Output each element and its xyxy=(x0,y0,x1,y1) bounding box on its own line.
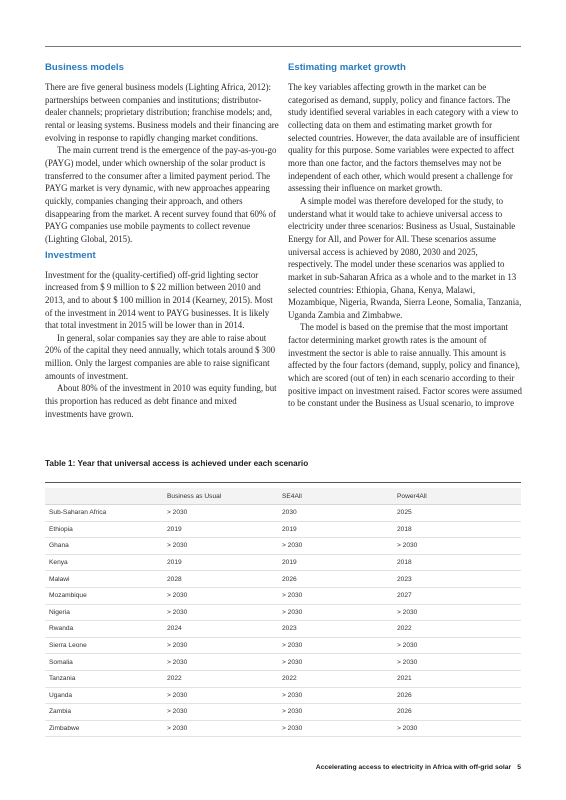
table-cell: Ghana xyxy=(45,538,163,555)
table-cell: > 2030 xyxy=(163,587,278,604)
investment-heading: Investment xyxy=(45,249,96,261)
table-cell: 2022 xyxy=(278,670,393,687)
table-row xyxy=(45,687,521,704)
header-cell xyxy=(45,488,163,505)
table-top-rule xyxy=(45,482,521,483)
table-cell: > 2030 xyxy=(278,704,393,721)
footer-title: Accelerating access to electricity in Africa with off-grid solar xyxy=(315,764,512,771)
table-row xyxy=(45,587,521,604)
table-cell: Somalia xyxy=(45,654,163,671)
table-cell: 2026 xyxy=(393,687,521,704)
table-cell: Malawi xyxy=(45,571,163,588)
table-cell: 2026 xyxy=(393,704,521,721)
table-cell: Zambia xyxy=(45,704,163,721)
table-row xyxy=(45,521,521,538)
table-cell: 2030 xyxy=(278,505,393,522)
header-cell: Power4All xyxy=(393,488,521,505)
table-cell: 2027 xyxy=(393,587,521,604)
table-cell: > 2030 xyxy=(278,604,393,621)
table-cell: Zimbabwe xyxy=(45,720,163,737)
header-cell: Business as Usual xyxy=(163,488,278,505)
header-cell: SE4All xyxy=(278,488,393,505)
page-number: 5 xyxy=(517,764,521,771)
table-cell: 2018 xyxy=(393,521,521,538)
table-row xyxy=(45,720,521,737)
business-models-heading: Business models xyxy=(45,62,124,73)
table-row xyxy=(45,505,521,522)
table-cell: > 2030 xyxy=(163,505,278,522)
table-cell: Rwanda xyxy=(45,621,163,638)
table-row xyxy=(45,670,521,687)
business-paragraph-1: There are five general business models (Lighting Africa, 2012): partnerships between companies and institutions; distributor-dealer channels; proprietary distribution; franchise models; and, rental or leasing systems. Business models and their financing are evolving in response to rapidly changing market conditions. xyxy=(45,82,279,143)
table-cell: > 2030 xyxy=(393,637,521,654)
table-cell: > 2030 xyxy=(163,637,278,654)
table-cell: > 2030 xyxy=(393,538,521,555)
table-cell: 2019 xyxy=(278,554,393,571)
table-row xyxy=(45,637,521,654)
table-cell: > 2030 xyxy=(163,538,278,555)
table-cell: > 2030 xyxy=(393,720,521,737)
table-cell: > 2030 xyxy=(393,604,521,621)
table-cell: 2019 xyxy=(278,521,393,538)
table-cell: > 2030 xyxy=(163,604,278,621)
right-column xyxy=(288,62,522,410)
table-cell: Mozambique xyxy=(45,587,163,604)
investment-paragraph-1: Investment for the (quality-certified) off-grid lighting sector increased from $ 9 million to $ 22 million between 2010 and 2013, and to about $ 100 million in 2014 (Kearney, 2015). Most of the investment in 2014 went to PAYG businesses. It is likely that total investment in 2015 will be lower than in 2014. xyxy=(45,269,273,331)
market-paragraph-3: The model is based on the premise that the most important factor determining market growth rates is the amount of investment the sector is able to raise annually. This amount is affected by the four factors (demand, supply, policy and finance), which are scored (out of ten) in each scenario according to their positive impact on investment raised. Factor scores were assumed to be constant under the Business as Usual scenario, to improve xyxy=(288,322,522,409)
table-cell: Sub-Saharan Africa xyxy=(45,505,163,522)
table-row xyxy=(45,704,521,721)
top-divider xyxy=(45,46,521,47)
table-cell: 2025 xyxy=(393,505,521,522)
table-cell: 2028 xyxy=(163,571,278,588)
investment-paragraph-3: About 80% of the investment in 2010 was equity funding, but this proportion has reduced as debt finance and mixed investments have grown. xyxy=(45,383,277,419)
table-row xyxy=(45,621,521,638)
table-cell: Nigeria xyxy=(45,604,163,621)
market-growth-heading: Estimating market growth xyxy=(288,62,406,73)
universal-access-table xyxy=(45,488,521,737)
table-cell: > 2030 xyxy=(163,654,278,671)
market-paragraph-2: A simple model was therefore developed for the study, to understand what it would take to achieve universal access to electricity under three scenarios: Business as Usual, Sustainable Energy for All, and Power for All. These scenarios assume universal access is achieved by 2080, 2030 and 2025, respectively. The model under these scenarios was applied to market in sub-Saharan Africa as a whole and to the market in 13 selected countries: Ethiopia, Ghana, Kenya, Malawi, Mozambique, Nigeria, Rwanda, Sierra Leone, Somalia, Tanzania, Uganda Zambia and Zimbabwe. xyxy=(288,195,522,320)
table-cell: 2019 xyxy=(163,521,278,538)
table-cell: 2021 xyxy=(393,670,521,687)
table-cell: Sierra Leone xyxy=(45,637,163,654)
table-cell: > 2030 xyxy=(393,654,521,671)
table-cell: 2022 xyxy=(393,621,521,638)
table-title: Table 1: Year that universal access is achieved under each scenario xyxy=(45,459,309,468)
table-cell: 2026 xyxy=(278,571,393,588)
table-cell: 2023 xyxy=(278,621,393,638)
table-header-row xyxy=(45,488,521,505)
investment-paragraph-2: In general, solar companies say they are able to raise about 20% of the capital they need annually, which totals around $ 300 million. Only the largest companies are able to raise significant amounts of investment. xyxy=(45,332,276,381)
table-cell: Ethiopia xyxy=(45,521,163,538)
table-row xyxy=(45,538,521,555)
table-body xyxy=(45,505,521,737)
table-cell: > 2030 xyxy=(278,654,393,671)
market-paragraph-1: The key variables affecting growth in the market can be categorised as demand, supply, policy and finance factors. The study identified several variables in each category with a view to collecting data on them and estimating market growth for selected countries. However, the data available are of insufficient quality for this purpose. Some variables were expected to affect more than one factor, and the factors themselves may not be independent of each other, which would present a challenge for assessing their influence on market growth. xyxy=(288,82,520,194)
table-cell: > 2030 xyxy=(163,687,278,704)
business-paragraph-2: The main current trend is the emergence of the pay-as-you-go (PAYG) model, under which ownership of the solar product is transferred to the consumer after a limited payment period. The PAYG market is very dynamic, with new approaches appearing quickly, companies changing their approach, and others disappearing from the market. A recent survey found that 60% of PAYG companies use mobile payments to collect revenue (Lighting Global, 2015). xyxy=(45,145,277,244)
table-cell: 2019 xyxy=(163,554,278,571)
table-cell: > 2030 xyxy=(278,637,393,654)
table-cell: Kenya xyxy=(45,554,163,571)
table-cell: 2024 xyxy=(163,621,278,638)
table-cell: 2022 xyxy=(163,670,278,687)
table-cell: > 2030 xyxy=(163,704,278,721)
table-row xyxy=(45,654,521,671)
table-cell: > 2030 xyxy=(163,720,278,737)
table-cell: > 2030 xyxy=(278,538,393,555)
table-cell: 2018 xyxy=(393,554,521,571)
table-row xyxy=(45,571,521,588)
left-column xyxy=(45,62,281,420)
page-footer xyxy=(316,764,521,771)
table-row xyxy=(45,604,521,621)
table-cell: 2023 xyxy=(393,571,521,588)
table-cell: Uganda xyxy=(45,687,163,704)
table-cell: > 2030 xyxy=(278,687,393,704)
table-row xyxy=(45,554,521,571)
table-cell: > 2030 xyxy=(278,720,393,737)
table-cell: > 2030 xyxy=(278,587,393,604)
table-cell: Tanzania xyxy=(45,670,163,687)
